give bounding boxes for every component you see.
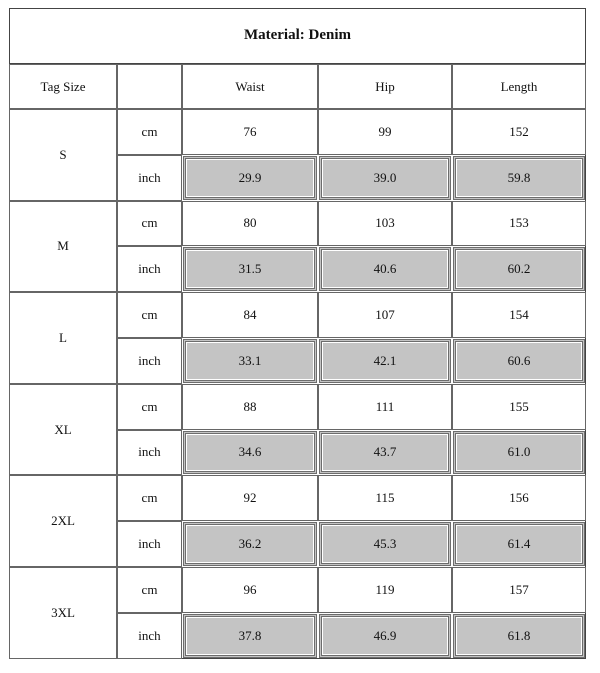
unit-cell: inch bbox=[117, 430, 182, 476]
waist-value-cell: 92 bbox=[182, 475, 318, 521]
hip-value-cell: 46.9 bbox=[319, 614, 451, 658]
hip-value-cell: 99 bbox=[318, 109, 452, 155]
unit-cell: cm bbox=[117, 475, 182, 521]
hip-value-cell: 42.1 bbox=[319, 339, 451, 383]
unit-cell: inch bbox=[117, 521, 182, 567]
unit-cell: inch bbox=[117, 246, 182, 292]
waist-value-cell: 36.2 bbox=[183, 522, 317, 566]
unit-cell: inch bbox=[117, 155, 182, 201]
hip-value-cell: 45.3 bbox=[319, 522, 451, 566]
unit-cell: inch bbox=[117, 338, 182, 384]
waist-value-cell: 33.1 bbox=[183, 339, 317, 383]
hip-value-cell: 115 bbox=[318, 475, 452, 521]
length-value-cell: 60.2 bbox=[453, 247, 585, 291]
unit-cell: cm bbox=[117, 384, 182, 430]
length-value-cell: 59.8 bbox=[453, 156, 585, 200]
length-value-cell: 157 bbox=[452, 567, 586, 613]
header-length: Length bbox=[452, 64, 586, 109]
tag-size-cell: XL bbox=[9, 384, 117, 476]
waist-value-cell: 76 bbox=[182, 109, 318, 155]
hip-value-cell: 107 bbox=[318, 292, 452, 338]
hip-value-cell: 43.7 bbox=[319, 431, 451, 475]
hip-value-cell: 40.6 bbox=[319, 247, 451, 291]
length-value-cell: 60.6 bbox=[453, 339, 585, 383]
length-value-cell: 154 bbox=[452, 292, 586, 338]
tag-size-cell: 3XL bbox=[9, 567, 117, 659]
unit-cell: cm bbox=[117, 292, 182, 338]
tag-size-cell: L bbox=[9, 292, 117, 384]
waist-value-cell: 31.5 bbox=[183, 247, 317, 291]
hip-value-cell: 111 bbox=[318, 384, 452, 430]
tag-size-cell: S bbox=[9, 109, 117, 201]
unit-cell: cm bbox=[117, 567, 182, 613]
length-value-cell: 61.0 bbox=[453, 431, 585, 475]
waist-value-cell: 88 bbox=[182, 384, 318, 430]
length-value-cell: 152 bbox=[452, 109, 586, 155]
length-value-cell: 61.4 bbox=[453, 522, 585, 566]
hip-value-cell: 103 bbox=[318, 201, 452, 247]
header-tag-size: Tag Size bbox=[9, 64, 117, 109]
hip-value-cell: 39.0 bbox=[319, 156, 451, 200]
table-title: Material: Denim bbox=[9, 8, 586, 64]
length-value-cell: 155 bbox=[452, 384, 586, 430]
waist-value-cell: 29.9 bbox=[183, 156, 317, 200]
length-value-cell: 156 bbox=[452, 475, 586, 521]
waist-value-cell: 96 bbox=[182, 567, 318, 613]
header-hip: Hip bbox=[318, 64, 452, 109]
hip-value-cell: 119 bbox=[318, 567, 452, 613]
waist-value-cell: 84 bbox=[182, 292, 318, 338]
unit-cell: cm bbox=[117, 201, 182, 247]
unit-cell: inch bbox=[117, 613, 182, 659]
length-value-cell: 153 bbox=[452, 201, 586, 247]
unit-cell: cm bbox=[117, 109, 182, 155]
waist-value-cell: 37.8 bbox=[183, 614, 317, 658]
waist-value-cell: 34.6 bbox=[183, 431, 317, 475]
header-unit bbox=[117, 64, 182, 109]
header-waist: Waist bbox=[182, 64, 318, 109]
waist-value-cell: 80 bbox=[182, 201, 318, 247]
tag-size-cell: 2XL bbox=[9, 475, 117, 567]
tag-size-cell: M bbox=[9, 201, 117, 293]
length-value-cell: 61.8 bbox=[453, 614, 585, 658]
